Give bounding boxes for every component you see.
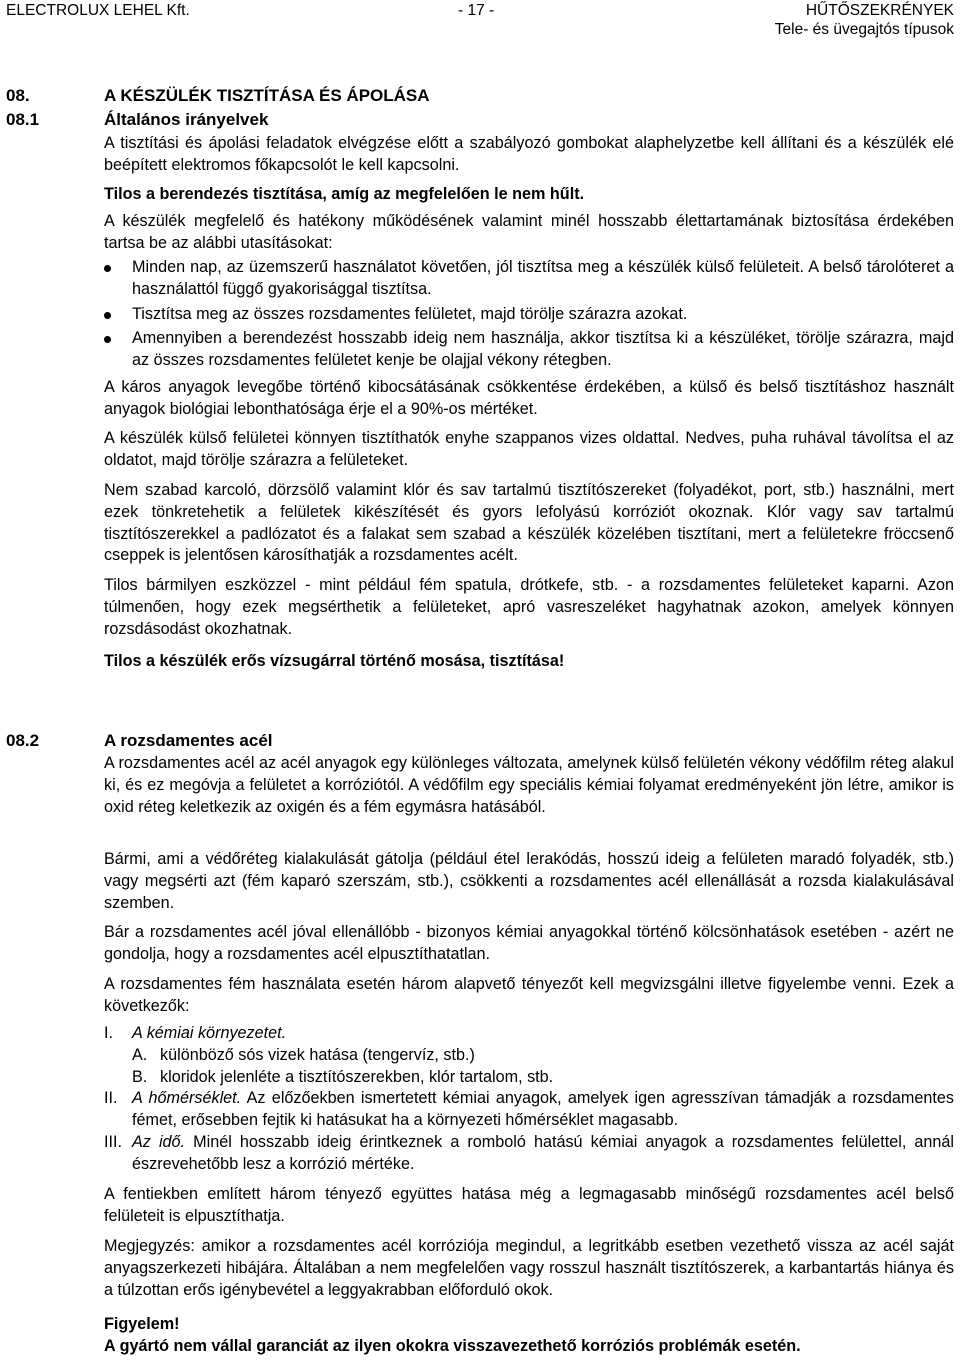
subsection-number: 08.1 <box>6 110 40 129</box>
page-header <box>0 0 960 44</box>
section-number: 08. <box>6 86 30 105</box>
paragraph: Nem szabad karcoló, dörzsölő valamint klór és sav tartalmú tisztítószereket (folyadékot, port, stb.) használni, mert ezek tönkretehetik a felületek kikészítését és gyors lefolyású korróziót okoznak. Klór vagy sav tartalmú tisztítószerekkel a padlózatot és a falakat sem szabad a készülék közelében tisztítani, mert a felületekre fröccsenő cseppek is jelentősen károsíthatják a rozsdamentes acélt. <box>104 481 954 565</box>
list-item: I. A kémiai környezetet. <box>104 1024 287 1042</box>
subsection-title: Általános irányelvek <box>104 110 269 129</box>
header-title: HŰTŐSZEKRÉNYEK <box>805 2 954 19</box>
list-item: Tisztítsa meg az összes rozsdamentes felületet, majd törölje szárazra azokat. <box>104 304 954 326</box>
list-item: Amennyiben a berendezést hosszabb ideig nem használja, akkor tisztítsa ki a készüléket, törölje szárazra, majd az összes rozsdamentes felületet kenje be olajjal vékony rétegben. <box>104 328 954 372</box>
section-title: A KÉSZÜLÉK TISZTÍTÁSA ÉS ÁPOLÁSA <box>104 86 430 105</box>
paragraph: Bármi, ami a védőréteg kialakulását gátolja (például étel lerakódás, hosszú ideig a felületen maradó folyadék, stb.) vagy megsérti azt (fém kaparó szerszám, stb.), csökkenti a rozsdamentes acél ellenállását a rozsda kialakulásával szemben. <box>104 850 954 912</box>
paragraph: A rozsdamentes acél az acél anyagok egy különleges változata, amelynek külső felületén vékony védőfilm réteg alakul ki, és ez megóvja a felületet a korróziótól. A védőfilm egy speciális kémiai folyamat eredményeként jön létre, amikor is oxid réteg keletkezik az oxigén és a fém egymásra hatásából. <box>104 754 954 816</box>
bullet-list <box>104 257 954 375</box>
list-item: B. kloridok jelenléte a tisztítószerekben, klór tartalom, stb. <box>132 1067 554 1086</box>
header-company: ELECTROLUX LEHEL Kft. <box>6 2 190 19</box>
list-item: III. Az idő. Minél hosszabb ideig érintkeznek a romboló hatású kémiai anyagok a rozsdamentes felülettel, annál észrevehetőbb lesz a korrózió mértéke. <box>104 1132 954 1173</box>
subsection-title: A rozsdamentes acél <box>104 731 273 750</box>
header-page-number: - 17 - <box>458 2 495 19</box>
bullet-icon <box>104 336 111 343</box>
list-item: A. különböző sós vizek hatása (tengervíz, stb.) <box>132 1045 475 1064</box>
paragraph: A tisztítási és ápolási feladatok elvégzése előtt a szabályozó gombokat alaphelyzetbe kell állítani és a készülék elé beépített elektromos főkapcsolót le kell kapcsolni. <box>104 134 954 174</box>
warning-text: Tilos a készülék erős vízsugárral történő mosása, tisztítása! <box>104 652 565 670</box>
paragraph: A rozsdamentes fém használata esetén három alapvető tényezőt kell megvizsgálni illetve figyelembe venni. Ezek a következők: <box>104 975 954 1015</box>
bullet-icon <box>104 265 111 272</box>
bullet-icon <box>104 312 111 319</box>
list-item: II. A hőmérséklet. Az előzőekben ismertetett kémiai anyagok, amelyek igen agresszívan támadják a rozsdamentes fémet, erősebben fejtik ki hatásukat ha a környezeti hőmérséklet magasabb. <box>104 1089 954 1130</box>
warning-text: Tilos a berendezés tisztítása, amíg az megfelelően le nem hűlt. <box>104 185 585 203</box>
attention-label: Figyelem! <box>104 1315 180 1333</box>
paragraph: A készülék külső felületei könnyen tisztíthatók enyhe szappanos vizes oldattal. Nedves, puha ruhával távolítsa el az oldatot, majd törölje szárazra a felületeket. <box>104 429 954 469</box>
list-item: Minden nap, az üzemszerű használatot követően, jól tisztítsa meg a készülék külső felületeit. A belső tárolóteret a használattól függő gyakorisággal tisztítsa. <box>104 257 954 301</box>
paragraph: Bár a rozsdamentes acél jóval ellenállóbb - bizonyos kémiai anyagokkal történő kölcsönhatások esetében - azért ne gondolja, hogy a rozsdamentes acél elpusztíthatatlan. <box>104 923 954 963</box>
note-paragraph: Megjegyzés: amikor a rozsdamentes acél korróziója megindul, a legritkább esetben vezethető vissza az acél saját anyagszerkezeti hibájára. Általában a nem megfelelően vagy rosszul használt tisztítószerek, a karbantartás hiánya és a túlzottan erős igénybevétel a leggyakrabban előforduló okok. <box>104 1237 954 1299</box>
paragraph: A készülék megfelelő és hatékony működésének valamint minél hosszabb élettartamának biztosítása érdekében tartsa be az alábbi utasításokat: <box>104 212 954 252</box>
paragraph: Tilos bármilyen eszközzel - mint például fém spatula, drótkefe, stb. - a rozsdamentes felületeket kaparni. Azon túlmenően, hogy ezek megsérthetik a felületeket, apró vasreszeléket hagyhatnak azokon, amelyek könnyen rozsdásodást okozhatnak. <box>104 576 954 638</box>
paragraph: A káros anyagok levegőbe történő kibocsátásának csökkentése érdekében, a külső és belső tisztításhoz használt anyagok biológiai lebonthatósága érje el a 90%-os mértéket. <box>104 378 954 418</box>
factor-list <box>104 1023 954 1176</box>
header-subtitle: Tele- és üvegajtós típusok <box>774 21 954 38</box>
paragraph: A fentiekben említett három tényező együttes hatása még a legmagasabb minőségű rozsdamentes acél belső felületeit is elpusztíthatja. <box>104 1185 954 1225</box>
disclaimer-text: A gyártó nem vállal garanciát az ilyen okokra visszavezethető korróziós problémák esetén. <box>104 1337 801 1355</box>
subsection-number: 08.2 <box>6 731 40 750</box>
